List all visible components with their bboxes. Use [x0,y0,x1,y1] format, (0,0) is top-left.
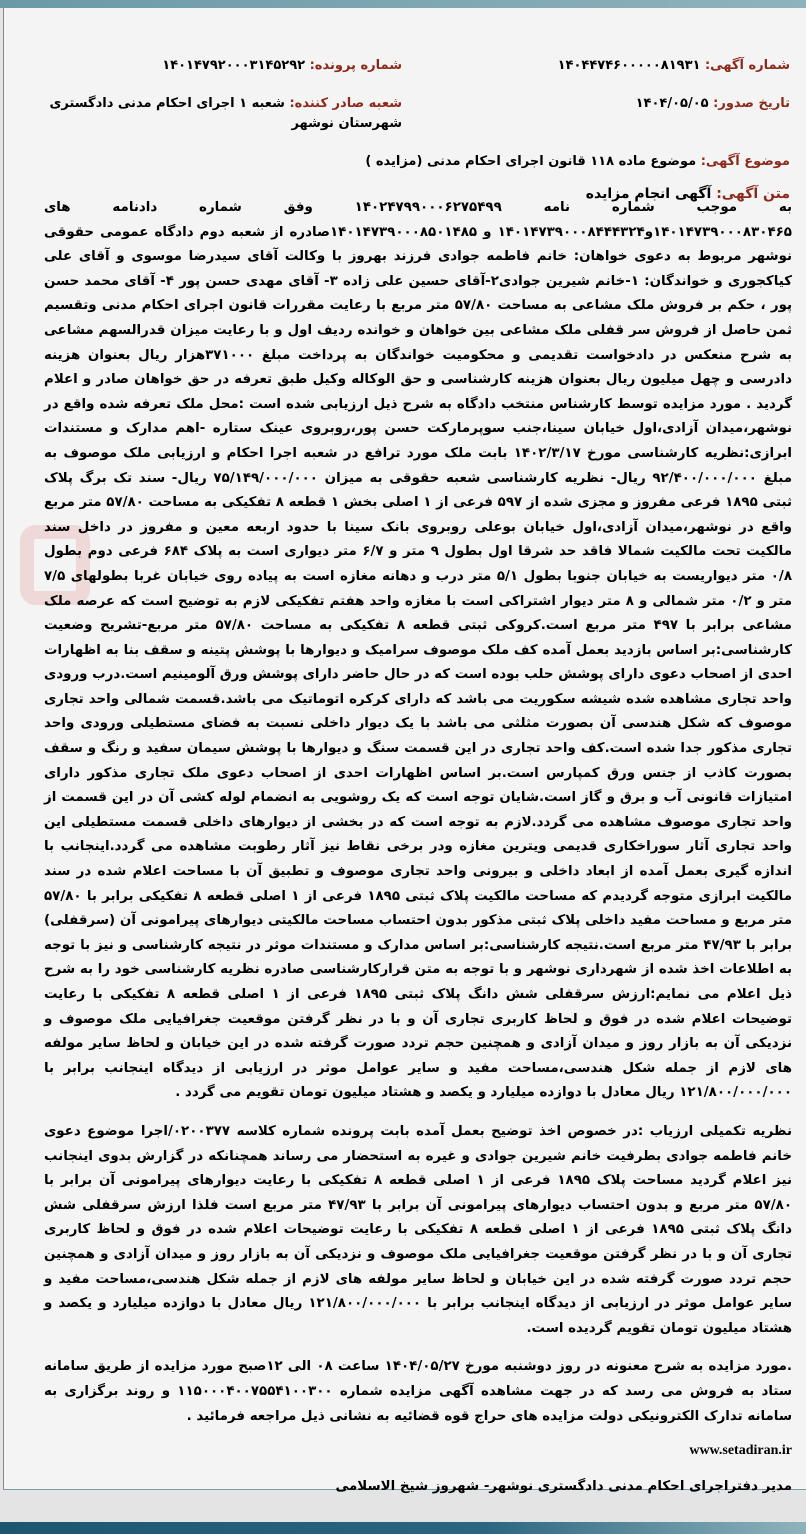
issuer-label: شعبه صادر کننده: [289,96,402,111]
paragraph-auction-details: .مورد مزایده به شرح معنونه در روز دوشنبه مورخ ۱۴۰۴/۰۵/۲۷ ساعت ۰۸ الی ۱۲صبح مورد مزایده از طریق سامانه ستاد به فروش می رسد که در جهت مشاهده آگهی مزایده شماره ۱۱۵‌۰۰۰‌۴۰۰‌۷۵۵‌۴۱۰۰۳۰۰ و روند برگزاری به سامانه تدارک الکترونیکی دولت مزایده های حراج قوه قضائیه به نشانی ذیل مراجعه فرمائید . [44,1359,792,1424]
notice-body-wrapper [44,196,792,1494]
taskbar [0,1522,806,1534]
paragraph-supplementary: نظریه تکمیلی ارزیاب :در خصوص اخذ توضیح بعمل آمده بابت پرونده شماره کلاسه ۰۲۰۰۳۷۷/اجرا موضوع دعوی خانم فاطمه جوادی بطرفیت خانم شیرین جوادی و غیره به استحضار می رساند همچنانکه در گزارش بدوی اینجانب نیز اعلام گردید مساحت پلاک ۱۸۹۵ فرعی از ۱ اصلی قطعه ۸ تفکیکی با رعایت دیوارهای پیرامونی آن برابر با ۵۷/۸۰ متر مربع و بدون احتساب دیوارهای پیرامونی آن برابر با ۴۷/۹۳ متر مربع است فلذا ارزش سرقفلی شش دانگ پلاک ثبتی ۱۸۹۵ فرعی از ۱ اصلی قطعه ۸ تفکیکی با رعایت توضیحات اعلام شده در فوق و لحاظ کاربری تجاری آن و با در نظر گرفتن موقعیت جغرافیایی ملک موصوف و نزدیکی آن به بازار روز و میدان آزادی و همچنین حجم تردد صورت گرفته شده در این خیابان و لحاظ سایر مولفه های لازم از جمله شکل هندسی،مساحت مفید و سایر عوامل موثر در ارزیابی از دیدگاه اینجانب برابر با ۱۲۱/۸۰۰/۰۰۰/۰۰۰ ریال معادل با دوازده میلیارد و یکصد و هشتاد میلیون تومان تقویم گردیده است. [44,1123,793,1336]
ad-number-label: شماره آگهی: [704,58,790,73]
case-number-label: شماره پرونده: [309,58,402,73]
subject [14,152,790,172]
issuer [14,94,402,134]
issue-date [402,94,790,134]
ad-number [402,56,790,76]
window-top-bar [0,0,806,8]
notice-title: آگهی انجام مزایده [585,186,712,202]
notice-header [14,56,790,216]
subject-value: موضوع ماده ۱۱۸ قانون اجرای احکام مدنی (مزایده ) [365,154,697,169]
case-number [14,56,402,76]
issuer-value: شعبه ۱ اجرای احکام مدنی دادگستری شهرستان نوشهر [49,96,402,131]
signature: مدیر دفتراجرای احکام مدنی دادگستری نوشهر- شهروز شیخ الاسلامی [335,1479,792,1495]
ad-number-value: ۱۴۰۴۴۷۴۶۰۰۰۰۰۸۱۹۳۱ [557,58,701,73]
notice-body [44,196,792,1429]
setad-link[interactable]: www.setadiran.ir [689,1443,792,1459]
paragraph-main: به موجب شماره نامه ۱۴۰۲۴۷۹۹۰۰۰۶۲۷۵۴۹۹ وفق شماره دادنامه های ۱۴۰۱۴۷۳۹۰۰۰۸۳۰۴۶۵و۱۴۰۱۴۷۳۹۰۰۰۸۴۴۴۳۲۴ و ۱۴۰۱۴۷۳۹۰۰۰۸۵۰۱۴۸۵صادره از شعبه دوم دادگاه عمومی حقوقی نوشهر مربوط به دعوی خواهان: خانم فاطمه جوادی فرزند بهروز با وکالت آقای سیدرضا موسوی و آقای علی کیاکجوری و خواندگان: ۱-خانم شیرین جوادی۲-آقای حسین علی زاده ۳- آقای مهدی حسن پور ۴- آقای محمد حسن پور ، حکم بر فروش ملک مشاعی به مساحت ۵۷/۸۰ متر مربع با رعایت مقررات قانون اجرای احکام مدنی وتقسیم ثمن حاصل از فروش سر قفلی ملک مشاعی بین خواهان و خوانده ردیف اول و با رعایت میزان قدرالسهم مشاعی به شرح منعکس در دادخواست تقدیمی و محکومیت خواندگان به پرداخت مبلغ ۳۷۱۰۰۰هزار ریال بعنوان هزینه دادرسی و چهل میلیون ریال بعنوان هزینه کارشناسی و حق الوکاله وکیل طبق تعرفه در حق خواهان صادر و اعلام گردید . مورد مزایده توسط کارشناس منتخب دادگاه به شرح ذیل ارزیابی شده است :محل ملک تعرفه شده واقع در نوشهر،میدان آزادی،اول خیابان سینا،جنب سوپرمارکت حسن پور،روبروی عینک ستاره -اهم مدارک و مستندات ابرازی:نظریه کارشناسی مورخ ۱۴۰۲/۳/۱۷ بابت ملک مورد ترافع در شعبه اجرا احکام و ارزیابی ملک موصوف به مبلغ ۹۲/۴۰۰/۰۰۰/۰۰۰ ریال- نظریه کارشناسی شعبه حقوقی به میزان ۷۵/۱۴۹/۰۰۰/۰۰۰ ریال- سند تک برگ پلاک ثبتی ۱۸۹۵ فرعی مفروز و مجزی شده از ۵۹۷ فرعی از ۱ اصلی بخش ۱ قطعه ۸ تفکیکی به مساحت ۵۷/۸۰ متر مربع واقع در نوشهر،میدان آزادی،اول خیابان بوعلی روبروی بانک سینا با حدود اربعه معین و مفروز در داخل سند مالکیت تحت مالکیت شمالا فاقد حد شرقا اول بطول ۹ متر و ۶/۷ متر دیواری است به پلاک ۶۸۴ فرعی دوم بطول ۰/۸ متر دیواریست به خیابان جنوبا بطول ۵/۱ متر درب و دهانه مغازه است به پیاده روی خیابان غربا بطولهای ۷/۵ متر و ۰/۲ متر شمالی و ۸ متر دیوار اشتراکی است با مغازه واحد هفتم تفکیکی لازم به توضیح است که عرصه ملک مشاعی برابر با ۴۹۷ متر مربع است.کروکی ثبتی قطعه ۸ تفکیکی به مساحت ۵۷/۸۰ متر مربع-تشریح وضعیت کارشناسی:بر اساس بازدید بعمل آمده کف ملک موصوف سرامیک و دیوارها با پوشش پتینه و سقف بنا به اظهارات احدی از اصحاب دعوی دارای پوشش حلب بوده است که در حال حاضر دارای پوشش ورق آلومینیم است.درب ورودی واحد تجاری مشاهده شده شیشه سکوریت می باشد که دارای کرکره اتوماتیک می باشد.قسمت شمالی واحد تجاری موصوف که شکل هندسی آن بصورت مثلثی می باشد با یک دیوار داخلی نسبت به فضای مستطیلی ورودی واحد تجاری مذکور جدا شده است.کف واحد تجاری در این قسمت سنگ و دیوارها با پوشش سیمان سفید و رنگ و سقف بصورت کاذب از جنس ورق کمپارس است.بر اساس اظهارات احدی از اصحاب دعوی ملک تجاری مذکور دارای امتیازات قانونی آب و برق و گاز است.شایان توجه است که یک روشویی به انضمام لوله کشی آن در این قسمت از واحد تجاری موصوف مشاهده می گردد.لازم به توجه است که در بخشی از دیوارهای داخلی قسمت مستطیلی این واحد تجاری آثار سوراخکاری قدیمی ویترین مغازه ودر برخی نقاط نیز آثار رطوبت مشاهده می گردد.اینجانب با اندازه گیری بعمل آمده از ابعاد داخلی و بیرونی واحد تجاری موصوف و تطبیق آن با مساحت اعلام شده در سند مالکیت ابرازی متوجه گردیدم که مساحت مالکیت پلاک ثبتی ۱۸۹۵ فرعی از ۱ اصلی قطعه ۸ تفکیکی برابر با ۵۷/۸۰ متر مربع و مساحت مفید داخلی پلاک ثبتی مذکور بدون احتساب مساحت مالکیتی دیوارهای پیرامونی آن (سرقفلی) برابر با ۴۷/۹۳ متر مربع است.نتیجه کارشناسی:بر اساس مدارک و مستندات موثر در نتیجه کارشناسی و نیز با توجه به اطلاعات اخذ شده از شهرداری نوشهر و با توجه به متن قرارکارشناسی صادره نظریه کارشناسی خود را به شرح ذیل اعلام می نمایم:ارزش سرقفلی شش دانگ پلاک ثبتی ۱۸۹۵ فرعی از ۱ اصلی قطعه ۸ تفکیکی با رعایت توضیحات اعلام شده در فوق و لحاظ کاربری تجاری آن و با در نظر گرفتن موقعیت جغرافیایی ملک موصوف و نزدیکی آن به بازار روز و میدان آزادی و همچنین حجم تردد صورت گرفته شده در این خیابان و لحاظ سایر مولفه های لازم از جمله شکل هندسی،مساحت مفید و سایر عوامل موثر در ارزیابی از دیدگاه اینجانب برابر با ۱۲۱/۸۰۰/۰۰۰/۰۰۰ ریال معادل با دوازده میلیارد و یکصد و هشتاد میلیون تومان تقویم می گردد . [44,200,793,1101]
issue-date-value: ۱۴۰۴/۰۵/۰۵ [635,96,709,111]
notice-text-label: متن آگهی: [716,186,790,202]
subject-label: موضوع آگهی: [700,154,790,169]
case-number-value: ۱۴۰۱۴۷۹۲۰۰۰۳۱۴۵۲۹۲ [162,58,306,73]
issue-date-label: تاریخ صدور: [713,96,790,111]
header-row-1 [14,56,790,76]
header-row-2 [14,94,790,134]
